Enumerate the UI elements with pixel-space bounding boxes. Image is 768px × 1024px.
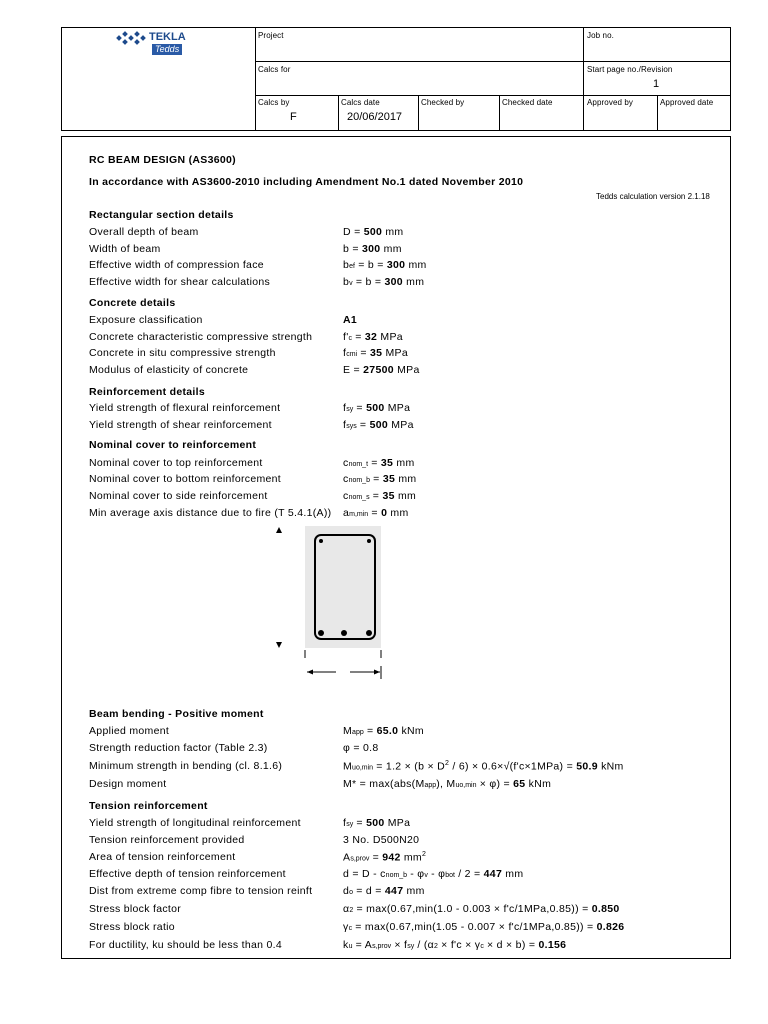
- calcs-date-label: Calcs date: [341, 98, 380, 107]
- d-label: Overall depth of beam: [89, 226, 199, 238]
- gamma-value: γc = max(0.67,min(1.05 - 0.007 × f'c/1MPa,0.85)) = 0.826: [343, 921, 625, 933]
- muo-label: Minimum strength in bending (cl. 8.1.6): [89, 760, 283, 772]
- cover-bottom-label: Nominal cover to bottom reinforcement: [89, 473, 282, 485]
- logo-brand: TEKLA: [149, 31, 186, 43]
- top-bar: [319, 539, 323, 543]
- header-divider: [418, 95, 419, 130]
- fsy2-value: fsy = 500 MPa: [343, 817, 411, 829]
- fsys-label: Yield strength of shear reinforcement: [89, 419, 272, 431]
- cover-side-value: cnom_s = 35 mm: [343, 490, 417, 502]
- header-divider: [499, 95, 500, 130]
- logo-product: Tedds: [152, 44, 182, 55]
- exposure-value: A1: [343, 314, 358, 326]
- approved-date-label: Approved date: [660, 98, 714, 107]
- exposure-label: Exposure classification: [89, 314, 203, 326]
- version: Tedds calculation version 2.1.18: [596, 192, 710, 201]
- deff-value: d = D - cnom_b - φv - φbot / 2 = 447 mm: [343, 868, 524, 880]
- b-label: Width of beam: [89, 243, 161, 255]
- approved-by-label: Approved by: [587, 98, 634, 107]
- top-bar: [367, 539, 371, 543]
- calcs-by-label: Calcs by: [258, 98, 290, 107]
- doc-subtitle: In accordance with AS3600-2010 including Amendment No.1 dated November 2010: [89, 176, 524, 188]
- dim-arrow-up: [276, 527, 282, 533]
- calcs-by-value: F: [290, 111, 297, 123]
- as-value: As,prov = 942 $mm^2$: [343, 851, 427, 864]
- header-divider: [338, 95, 339, 130]
- do-value: do = d = 447 mm: [343, 885, 425, 897]
- start-page-value: 1: [653, 78, 660, 90]
- phi-label: Strength reduction factor (Table 2.3): [89, 742, 268, 754]
- section-shaded: [305, 526, 381, 648]
- cover-side-label: Nominal cover to side reinforcement: [89, 490, 268, 502]
- start-page-label: Start page no./Revision: [587, 65, 673, 74]
- mapp-value: Mapp = 65.0 kNm: [343, 725, 424, 737]
- header-divider: [255, 95, 730, 96]
- header-divider: [583, 28, 584, 130]
- header-divider: [657, 95, 658, 130]
- dim-arrow-down: [276, 642, 282, 648]
- fsy-label: Yield strength of flexural reinforcement: [89, 402, 281, 414]
- provided-value: 3 No. D500N20: [343, 834, 420, 846]
- fc-label: Concrete characteristic compressive strength: [89, 331, 313, 343]
- do-label: Dist from extreme comp fibre to tension reinft: [89, 885, 313, 897]
- deff-label: Effective depth of tension reinforcement: [89, 868, 286, 880]
- ku-label: For ductility, ku should be less than 0.4: [89, 939, 283, 951]
- mapp-label: Applied moment: [89, 725, 170, 737]
- mstar-label: Design moment: [89, 778, 167, 790]
- tekla-logo: [116, 30, 206, 60]
- project-label: Project: [258, 31, 284, 40]
- section-reinforcement: Reinforcement details: [89, 386, 205, 398]
- mstar-value: M* = max(abs(Mapp), Muo,min × φ) = 65 kNm: [343, 778, 552, 790]
- tekla-logo-icon: [116, 31, 146, 45]
- bef-value: bef = b = 300 mm: [343, 259, 427, 271]
- e-label: Modulus of elasticity of concrete: [89, 364, 249, 376]
- d-value: D = 500 mm: [343, 226, 404, 238]
- header-divider: [255, 61, 730, 62]
- section-cover: Nominal cover to reinforcement: [89, 439, 257, 451]
- bottom-bar: [366, 630, 372, 636]
- calcs-date-value: 20/06/2017: [347, 111, 403, 123]
- as-label: Area of tension reinforcement: [89, 851, 236, 863]
- dim-arrow-left: [307, 670, 313, 675]
- fcmi-label: Concrete in situ compressive strength: [89, 347, 276, 359]
- calcs-for-label: Calcs for: [258, 65, 291, 74]
- header-divider: [255, 28, 256, 130]
- section-bending: Beam bending - Positive moment: [89, 708, 264, 720]
- fsy-value: fsy = 500 MPa: [343, 402, 411, 414]
- fcmi-value: fcmi = 35 MPa: [343, 347, 408, 359]
- cover-top-value: cnom_t = 35 mm: [343, 457, 415, 469]
- fsys-value: fsys = 500 MPa: [343, 419, 414, 431]
- bv-label: Effective width for shear calculations: [89, 276, 271, 288]
- doc-title: RC BEAM DESIGN (AS3600): [89, 154, 236, 166]
- job-no-label: Job no.: [587, 31, 614, 40]
- gamma-label: Stress block ratio: [89, 921, 175, 933]
- dim-arrow-right: [374, 670, 380, 675]
- fc-value: f'c = 32 MPa: [343, 331, 403, 343]
- b-value: b = 300 mm: [343, 243, 402, 255]
- checked-by-label: Checked by: [421, 98, 465, 107]
- section-tension: Tension reinforcement: [89, 800, 208, 812]
- ku-value: ku = As,prov × fsy / (α2 × f'c × γc × d × b) = 0.156: [343, 939, 567, 951]
- bottom-bar: [318, 630, 324, 636]
- alpha2-label: Stress block factor: [89, 903, 182, 915]
- phi-value: φ = 0.8: [343, 742, 379, 754]
- alpha2-value: α2 = max(0.67,min(1.0 - 0.003 × f'c/1MPa,0.85)) = 0.850: [343, 903, 620, 915]
- beam-section-diagram: [270, 522, 400, 682]
- e-value: E = 27500 MPa: [343, 364, 420, 376]
- bv-value: bv = b = 300 mm: [343, 276, 425, 288]
- bottom-bar: [341, 630, 347, 636]
- cover-bottom-value: cnom_b = 35 mm: [343, 473, 417, 485]
- amin-value: am,min = 0 mm: [343, 507, 409, 519]
- section-concrete: Concrete details: [89, 297, 176, 309]
- provided-label: Tension reinforcement provided: [89, 834, 245, 846]
- muo-value: $Muo,\min = 1.2 \times (b \times D^2 / 6) \times 0.6\times√(f'c\times 1MPa) = 50.9$ kNm: [343, 760, 624, 773]
- fsy2-label: Yield strength of longitudinal reinforcement: [89, 817, 301, 829]
- bef-label: Effective width of compression face: [89, 259, 264, 271]
- amin-label: Min average axis distance due to fire (T 5.4.1(A)): [89, 507, 332, 519]
- checked-date-label: Checked date: [502, 98, 553, 107]
- cover-top-label: Nominal cover to top reinforcement: [89, 457, 263, 469]
- section-rect: Rectangular section details: [89, 209, 234, 221]
